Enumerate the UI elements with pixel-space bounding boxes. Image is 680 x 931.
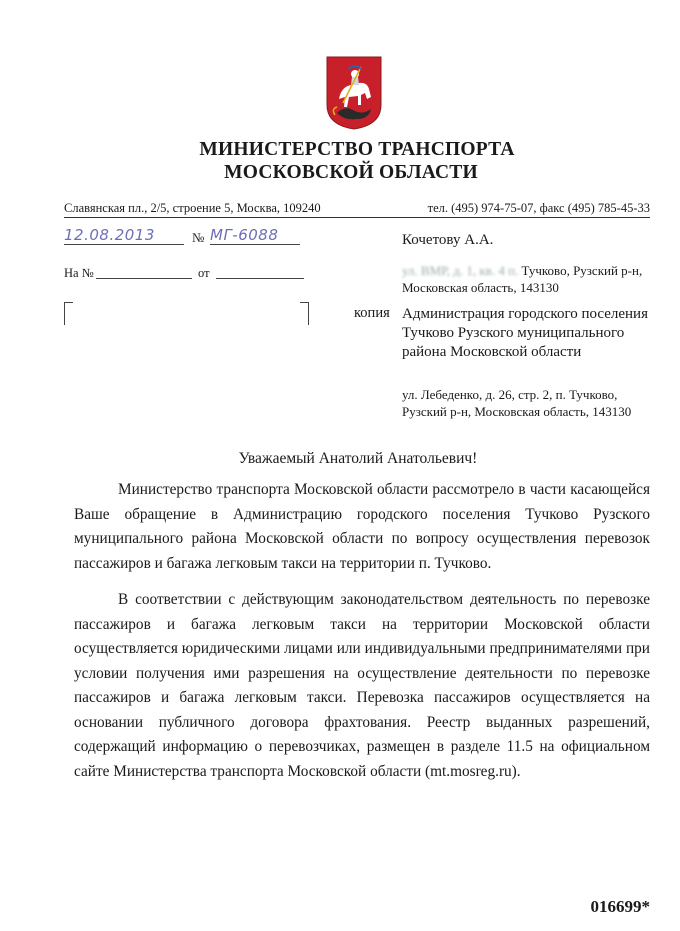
paragraph-text: Министерство транспорта Московской области рассмотрело в части касающейся Ваше обращение в Администрацию городского поселения Тучково Рузского муниципального района Московской области по вопросу осуществления перевозок пассажиров и багажа легковым такси на территории п. Тучково.: [74, 481, 650, 572]
addressee-address-visible: Тучково, Рузский р-н, Московская область, 143130: [402, 263, 643, 295]
subject-bracket-right: [300, 302, 309, 325]
subject-bracket-left: [64, 302, 73, 325]
contact-line: [64, 201, 650, 216]
document-serial-number: 016699*: [590, 897, 650, 916]
addressee-address: [402, 262, 662, 296]
ministry-title: [0, 138, 680, 184]
copy-address: ул. Лебеденко, д. 26, стр. 2, п. Тучково, Рузский р-н, Московская область, 143130: [402, 387, 632, 419]
outgoing-number: МГ-6088: [210, 226, 300, 245]
outgoing-date: 12.08.2013: [64, 226, 184, 245]
ministry-phones: тел. (495) 974-75-07, факс (495) 785-45-33: [427, 201, 650, 215]
greeting: Уважаемый Анатолий Анатольевич!: [238, 450, 478, 467]
body-paragraph-2: [74, 588, 650, 784]
addressee-address-redacted: ул. ВМР, д. 1, кв. 4 п.: [402, 263, 519, 278]
coat-of-arms-icon: [325, 55, 383, 131]
copy-label: копия: [354, 305, 390, 321]
incoming-number-blank: [96, 278, 192, 279]
ministry-title-line2: МОСКОВСКОЙ ОБЛАСТИ: [224, 162, 478, 183]
incoming-number-label: На №: [64, 266, 94, 280]
incoming-from-label: от: [198, 266, 210, 280]
incoming-date-blank: [216, 278, 304, 279]
copy-organization: Администрация городского поселения Тучково Рузского муниципального района Московской области: [402, 306, 648, 360]
outgoing-registration: [64, 226, 364, 248]
body-paragraph-1: [74, 478, 650, 576]
ministry-address: Славянская пл., 2/5, строение 5, Москва, 109240: [64, 201, 321, 215]
number-sign: №: [192, 230, 205, 245]
header-divider: [64, 217, 650, 218]
ministry-title-line1: МИНИСТЕРСТВО ТРАНСПОРТА: [199, 139, 515, 160]
paragraph-text: В соответствии с действующим законодательством деятельность по перевозке пассажиров и багажа легковым такси на территории Московской области осуществляется юридическими лицами или индивидуальными предпринимателями при условии получения ими разрешения на осуществление деятельности по перевозке пассажиров и багажа легковым такси. Перевозка пассажиров осуществляется на основании публичного договора фрахтования. Реестр выданных разрешений, содержащий информацию о перевозчиках, размещен в разделе 11.5 на официальном сайте Министерства транспорта Московской области (mt.mosreg.ru).: [74, 591, 650, 780]
addressee-name: Кочетову А.А.: [402, 232, 494, 248]
